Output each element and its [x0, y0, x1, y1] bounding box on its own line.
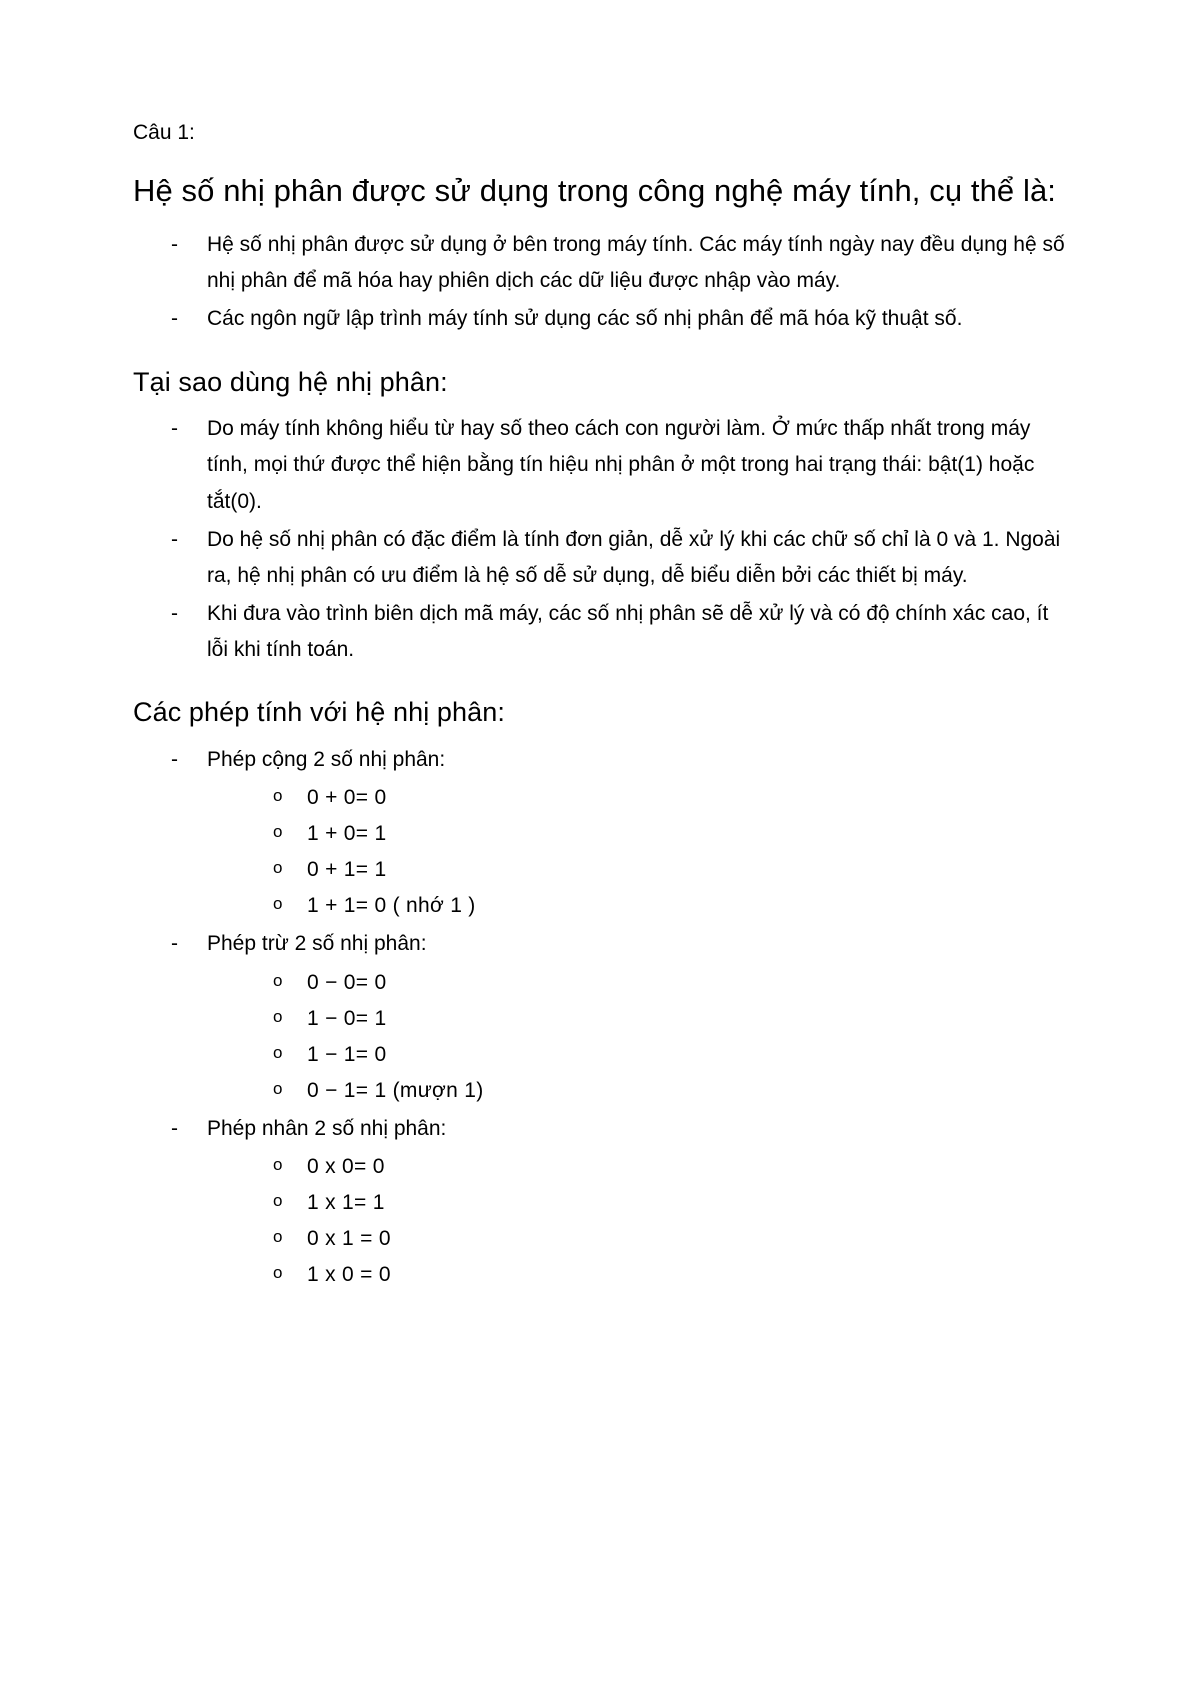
list-item-text: 1 + 0= 1 — [307, 822, 387, 846]
section-title-operations: Các phép tính với hệ nhị phân: — [133, 697, 505, 728]
operation-sublist — [207, 780, 1072, 924]
operation-group-label: Phép cộng 2 số nhị phân: — [207, 747, 446, 771]
circle-bullet-icon: o — [273, 970, 283, 990]
question-label: Câu 1: — [133, 121, 195, 144]
list-item-text: 1 x 0 = 0 — [307, 1263, 391, 1287]
list-item — [169, 301, 1072, 337]
list-item — [169, 596, 1072, 668]
circle-bullet-icon: o — [273, 1191, 283, 1211]
list-item — [271, 1257, 1072, 1293]
dash-bullet-icon: - — [171, 233, 178, 257]
circle-bullet-icon: o — [273, 1006, 283, 1026]
list-item — [271, 1149, 1072, 1185]
circle-bullet-icon: o — [273, 858, 283, 878]
dash-bullet-icon: - — [171, 307, 178, 331]
circle-bullet-icon: o — [273, 894, 283, 914]
list-item-text: Do hệ số nhị phân có đặc điểm là tính đơn giản, dễ xử lý khi các chữ số chỉ là 0 và 1. Ngoài ra, hệ nhị phân có ưu điểm là hệ số dễ sử dụng, dễ biểu diễn bởi các thiết bị máy. — [207, 527, 1061, 587]
operation-group-label: Phép trừ 2 số nhị phân: — [207, 932, 427, 956]
list-item — [169, 926, 1072, 1109]
dash-bullet-icon: - — [171, 1116, 178, 1140]
list-item-text: Khi đưa vào trình biên dịch mã máy, các số nhị phân sẽ dễ xử lý và có độ chính xác cao, ít lỗi khi tính toán. — [207, 601, 1049, 661]
list-item-text: 1 x 1= 1 — [307, 1191, 385, 1215]
list-item — [271, 1221, 1072, 1257]
section-title-why: Tại sao dùng hệ nhị phân: — [133, 366, 448, 397]
list-item — [271, 1037, 1072, 1073]
list-item-text: 1 + 1= 0 ( nhớ 1 ) — [307, 894, 476, 918]
why-list — [133, 411, 1072, 668]
list-item — [271, 1073, 1072, 1109]
circle-bullet-icon: o — [273, 1042, 283, 1062]
dash-bullet-icon: - — [171, 932, 178, 956]
circle-bullet-icon: o — [273, 1155, 283, 1175]
list-item-text: 0 + 1= 1 — [307, 858, 387, 882]
circle-bullet-icon: o — [273, 1263, 283, 1283]
list-item — [271, 780, 1072, 816]
dash-bullet-icon: - — [171, 527, 178, 551]
list-item — [271, 816, 1072, 852]
list-item — [169, 411, 1072, 519]
list-item-text: Các ngôn ngữ lập trình máy tính sử dụng các số nhị phân để mã hóa kỹ thuật số. — [207, 307, 963, 331]
list-item — [271, 965, 1072, 1001]
list-item-text: 0 x 1 = 0 — [307, 1227, 391, 1251]
list-item-text: Do máy tính không hiểu từ hay số theo cách con người làm. Ở mức thấp nhất trong máy tính, mọi thứ được thể hiện bằng tín hiệu nhị phân ở một trong hai trạng thái: bật(1) hoặc tắt(0). — [207, 417, 1035, 513]
circle-bullet-icon: o — [273, 822, 283, 842]
list-item — [169, 742, 1072, 925]
list-item-text: 0 + 0= 0 — [307, 786, 387, 809]
list-item-text: 0 − 1= 1 (mượn 1) — [307, 1078, 484, 1102]
dash-bullet-icon: - — [171, 601, 178, 625]
list-item — [271, 1001, 1072, 1037]
operations-list — [133, 742, 1072, 1294]
page-title: Hệ số nhị phân được sử dụng trong công nghệ máy tính, cụ thể là: — [133, 173, 1057, 209]
operation-sublist — [207, 965, 1072, 1109]
dash-bullet-icon: - — [171, 747, 178, 771]
list-item — [169, 522, 1072, 594]
list-item-text: 0 x 0= 0 — [307, 1155, 385, 1179]
intro-list — [133, 227, 1072, 337]
operation-group-label: Phép nhân 2 số nhị phân: — [207, 1116, 447, 1140]
circle-bullet-icon: o — [273, 786, 283, 805]
list-item-text: Hệ số nhị phân được sử dụng ở bên trong máy tính. Các máy tính ngày nay đều dụng hệ số nhị phân để mã hóa hay phiên dịch các dữ liệu được nhập vào máy. — [207, 233, 1065, 293]
list-item — [271, 852, 1072, 888]
list-item — [271, 1185, 1072, 1221]
list-item — [169, 227, 1072, 299]
list-item-text: 0 − 0= 0 — [307, 970, 387, 994]
operation-sublist — [207, 1149, 1072, 1293]
list-item-text: 1 − 1= 0 — [307, 1042, 387, 1066]
list-item — [169, 1111, 1072, 1294]
circle-bullet-icon: o — [273, 1078, 283, 1098]
list-item-text: 1 − 0= 1 — [307, 1006, 387, 1030]
list-item — [271, 888, 1072, 924]
dash-bullet-icon: - — [171, 417, 178, 441]
circle-bullet-icon: o — [273, 1227, 283, 1247]
